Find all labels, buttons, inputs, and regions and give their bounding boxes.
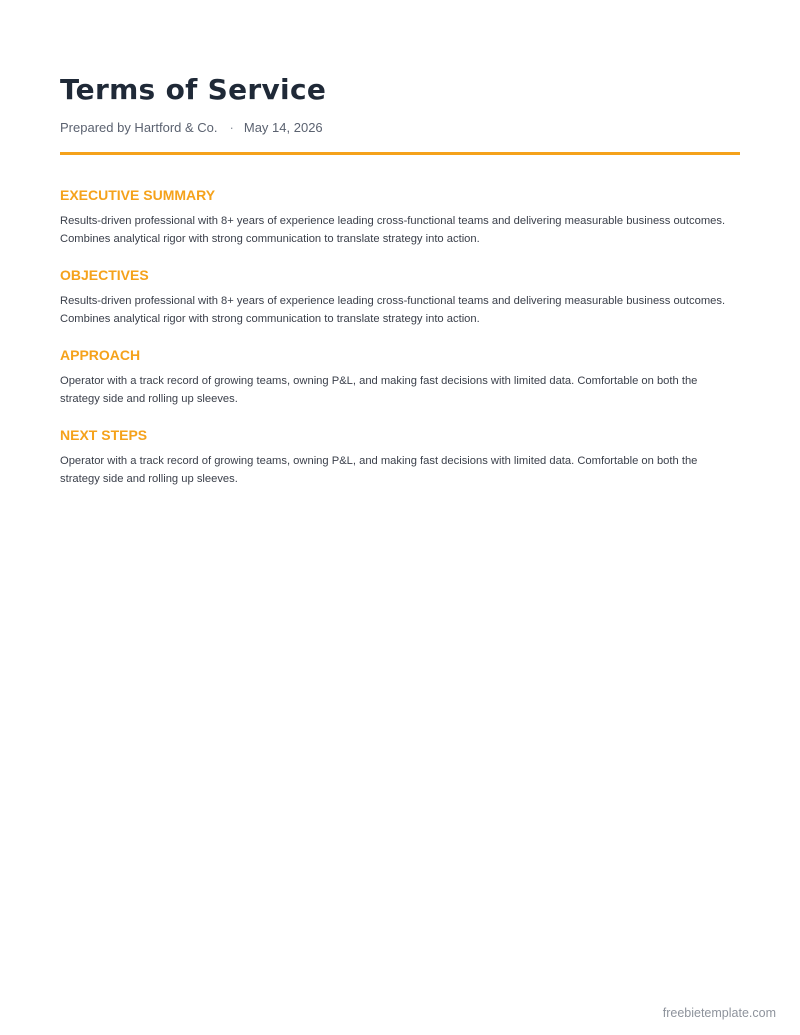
section-heading: OBJECTIVES [60,267,149,283]
prepared-by: Prepared by Hartford & Co. [60,120,218,135]
section-body: Operator with a track record of growing teams, owning P&L, and making fast decisions with limited data. Comfortable on both the strategy side and rolling up sleeves. [60,455,698,485]
document-meta [60,119,323,137]
document-title: Terms of Service [60,73,327,106]
section-heading: NEXT STEPS [60,427,148,443]
meta-separator: · [229,120,234,135]
section-objectives [60,266,740,346]
section-body: Operator with a track record of growing teams, owning P&L, and making fast decisions with limited data. Comfortable on both the strategy side and rolling up sleeves. [60,375,698,405]
section-next-steps [60,426,740,506]
section-approach [60,346,740,426]
section-executive-summary [60,186,740,266]
document-date: May 14, 2026 [243,120,323,135]
section-heading: EXECUTIVE SUMMARY [60,187,216,203]
sections-container [60,186,740,506]
header-divider [60,152,740,155]
section-body: Results-driven professional with 8+ years of experience leading cross-functional teams and delivering measurable business outcomes. Combines analytical rigor with strong communication to translate strategy into action. [60,295,726,325]
section-heading: APPROACH [60,347,141,363]
footer-watermark: freebietemplate.com [662,1006,776,1020]
section-body: Results-driven professional with 8+ years of experience leading cross-functional teams and delivering measurable business outcomes. Combines analytical rigor with strong communication to translate strategy into action. [60,215,726,245]
